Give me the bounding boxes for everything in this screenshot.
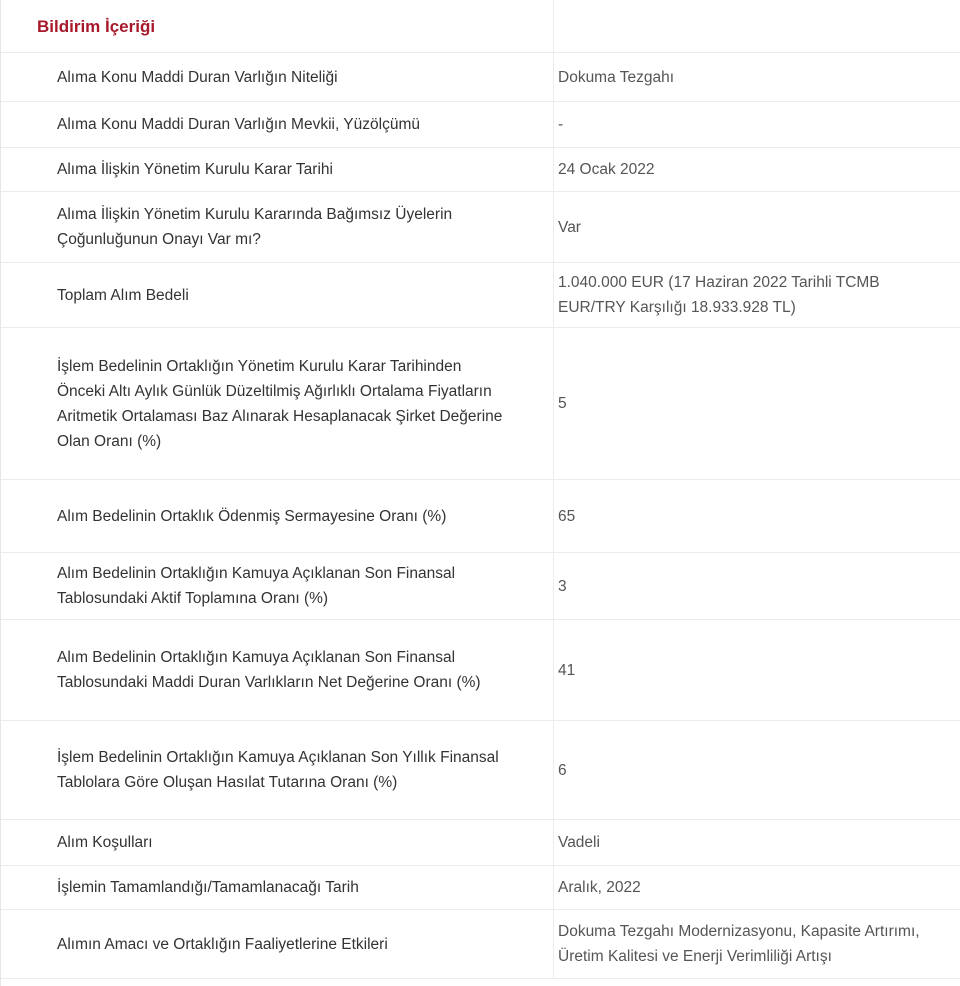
table-row [1, 866, 960, 910]
row-label: Alım Bedelinin Ortaklığın Kamuya Açıklanan Son Finansal Tablosundaki Aktif Toplamına Oranı (%) [57, 565, 456, 607]
row-value: Var [558, 218, 581, 236]
row-value-cell [554, 620, 960, 721]
table-row [1, 148, 960, 192]
row-label: Alıma İlişkin Yönetim Kurulu Karar Tarihi [57, 161, 333, 178]
row-label: Alımın Amacı ve Ortaklığın Faaliyetlerine Etkileri [57, 935, 388, 953]
row-value-cell [554, 866, 960, 910]
row-label-cell [1, 620, 554, 721]
row-label-cell [1, 553, 554, 620]
row-label-cell [1, 866, 554, 910]
table-row [1, 53, 960, 102]
row-value: 65 [558, 507, 576, 525]
table-row [1, 102, 960, 148]
table-row [1, 820, 960, 866]
row-label-cell [1, 102, 554, 148]
row-value-cell [554, 553, 960, 620]
row-label-cell [1, 148, 554, 192]
section-header-cell [1, 0, 554, 53]
notice-table [1, 0, 960, 979]
row-value: Dokuma Tezgahı [558, 68, 675, 86]
row-value: 41 [558, 661, 576, 679]
row-value: 3 [558, 577, 567, 595]
row-label-cell [1, 328, 554, 480]
table-row [1, 553, 960, 620]
section-header-row [1, 0, 960, 53]
row-value-cell [554, 820, 960, 866]
section-title: Bildirim İçeriği [37, 16, 156, 36]
row-label-cell [1, 192, 554, 263]
row-label: Alım Bedelinin Ortaklığın Kamuya Açıklanan Son Finansal Tablosundaki Maddi Duran Varlıkların Net Değerine Oranı (%) [57, 649, 481, 691]
row-value-cell [554, 721, 960, 820]
row-value: Aralık, 2022 [558, 879, 641, 896]
row-label-cell [1, 53, 554, 102]
row-value: Dokuma Tezgahı Modernizasyonu, Kapasite Artırımı, Üretim Kalitesi ve Enerji Verimliliği Artışı [558, 923, 920, 965]
row-value-cell [554, 328, 960, 480]
row-label: İşlem Bedelinin Ortaklığın Yönetim Kurulu Karar Tarihinden Önceki Altı Aylık Günlük Düzeltilmiş Ağırlıklı Ortalama Fiyatların Aritmetik Ortalaması Baz Alınarak Hesaplanacak Şirket Değerine Olan Oranı (%) [57, 357, 503, 450]
table-row [1, 192, 960, 263]
table-row [1, 620, 960, 721]
row-label-cell [1, 263, 554, 328]
row-label: Toplam Alım Bedeli [57, 286, 189, 304]
row-value: Vadeli [558, 834, 600, 851]
row-value-cell [554, 102, 960, 148]
section-header-empty-cell [554, 0, 960, 53]
row-label-cell [1, 820, 554, 866]
row-value: 5 [558, 395, 567, 412]
row-label-cell [1, 480, 554, 553]
table-row [1, 721, 960, 820]
table-row [1, 263, 960, 328]
row-value: 24 Ocak 2022 [558, 161, 655, 178]
row-label: Alım Koşulları [57, 834, 153, 851]
row-value: 6 [558, 761, 567, 779]
table-row [1, 480, 960, 553]
row-label: Alıma Konu Maddi Duran Varlığın Niteliği [57, 68, 338, 86]
row-value-cell [554, 148, 960, 192]
row-label: Alıma Konu Maddi Duran Varlığın Mevkii, Yüzölçümü [57, 116, 420, 133]
row-value: 1.040.000 EUR (17 Haziran 2022 Tarihli TCMB EUR/TRY Karşılığı 18.933.928 TL) [558, 274, 880, 316]
row-value-cell [554, 910, 960, 979]
row-label: İşlem Bedelinin Ortaklığın Kamuya Açıklanan Son Yıllık Finansal Tablolara Göre Oluşan Hasılat Tutarına Oranı (%) [57, 749, 499, 791]
row-label: İşlemin Tamamlandığı/Tamamlanacağı Tarih [57, 879, 359, 896]
row-label: Alıma İlişkin Yönetim Kurulu Kararında Bağımsız Üyelerin Çoğunluğunun Onayı Var mı? [57, 206, 453, 248]
row-label: Alım Bedelinin Ortaklık Ödenmiş Sermayesine Oranı (%) [57, 507, 447, 525]
row-value-cell [554, 480, 960, 553]
row-value-cell [554, 263, 960, 328]
table-row [1, 910, 960, 979]
row-label-cell [1, 721, 554, 820]
row-label-cell [1, 910, 554, 979]
row-value-cell [554, 53, 960, 102]
row-value: - [558, 116, 564, 133]
row-value-cell [554, 192, 960, 263]
table-row [1, 328, 960, 480]
